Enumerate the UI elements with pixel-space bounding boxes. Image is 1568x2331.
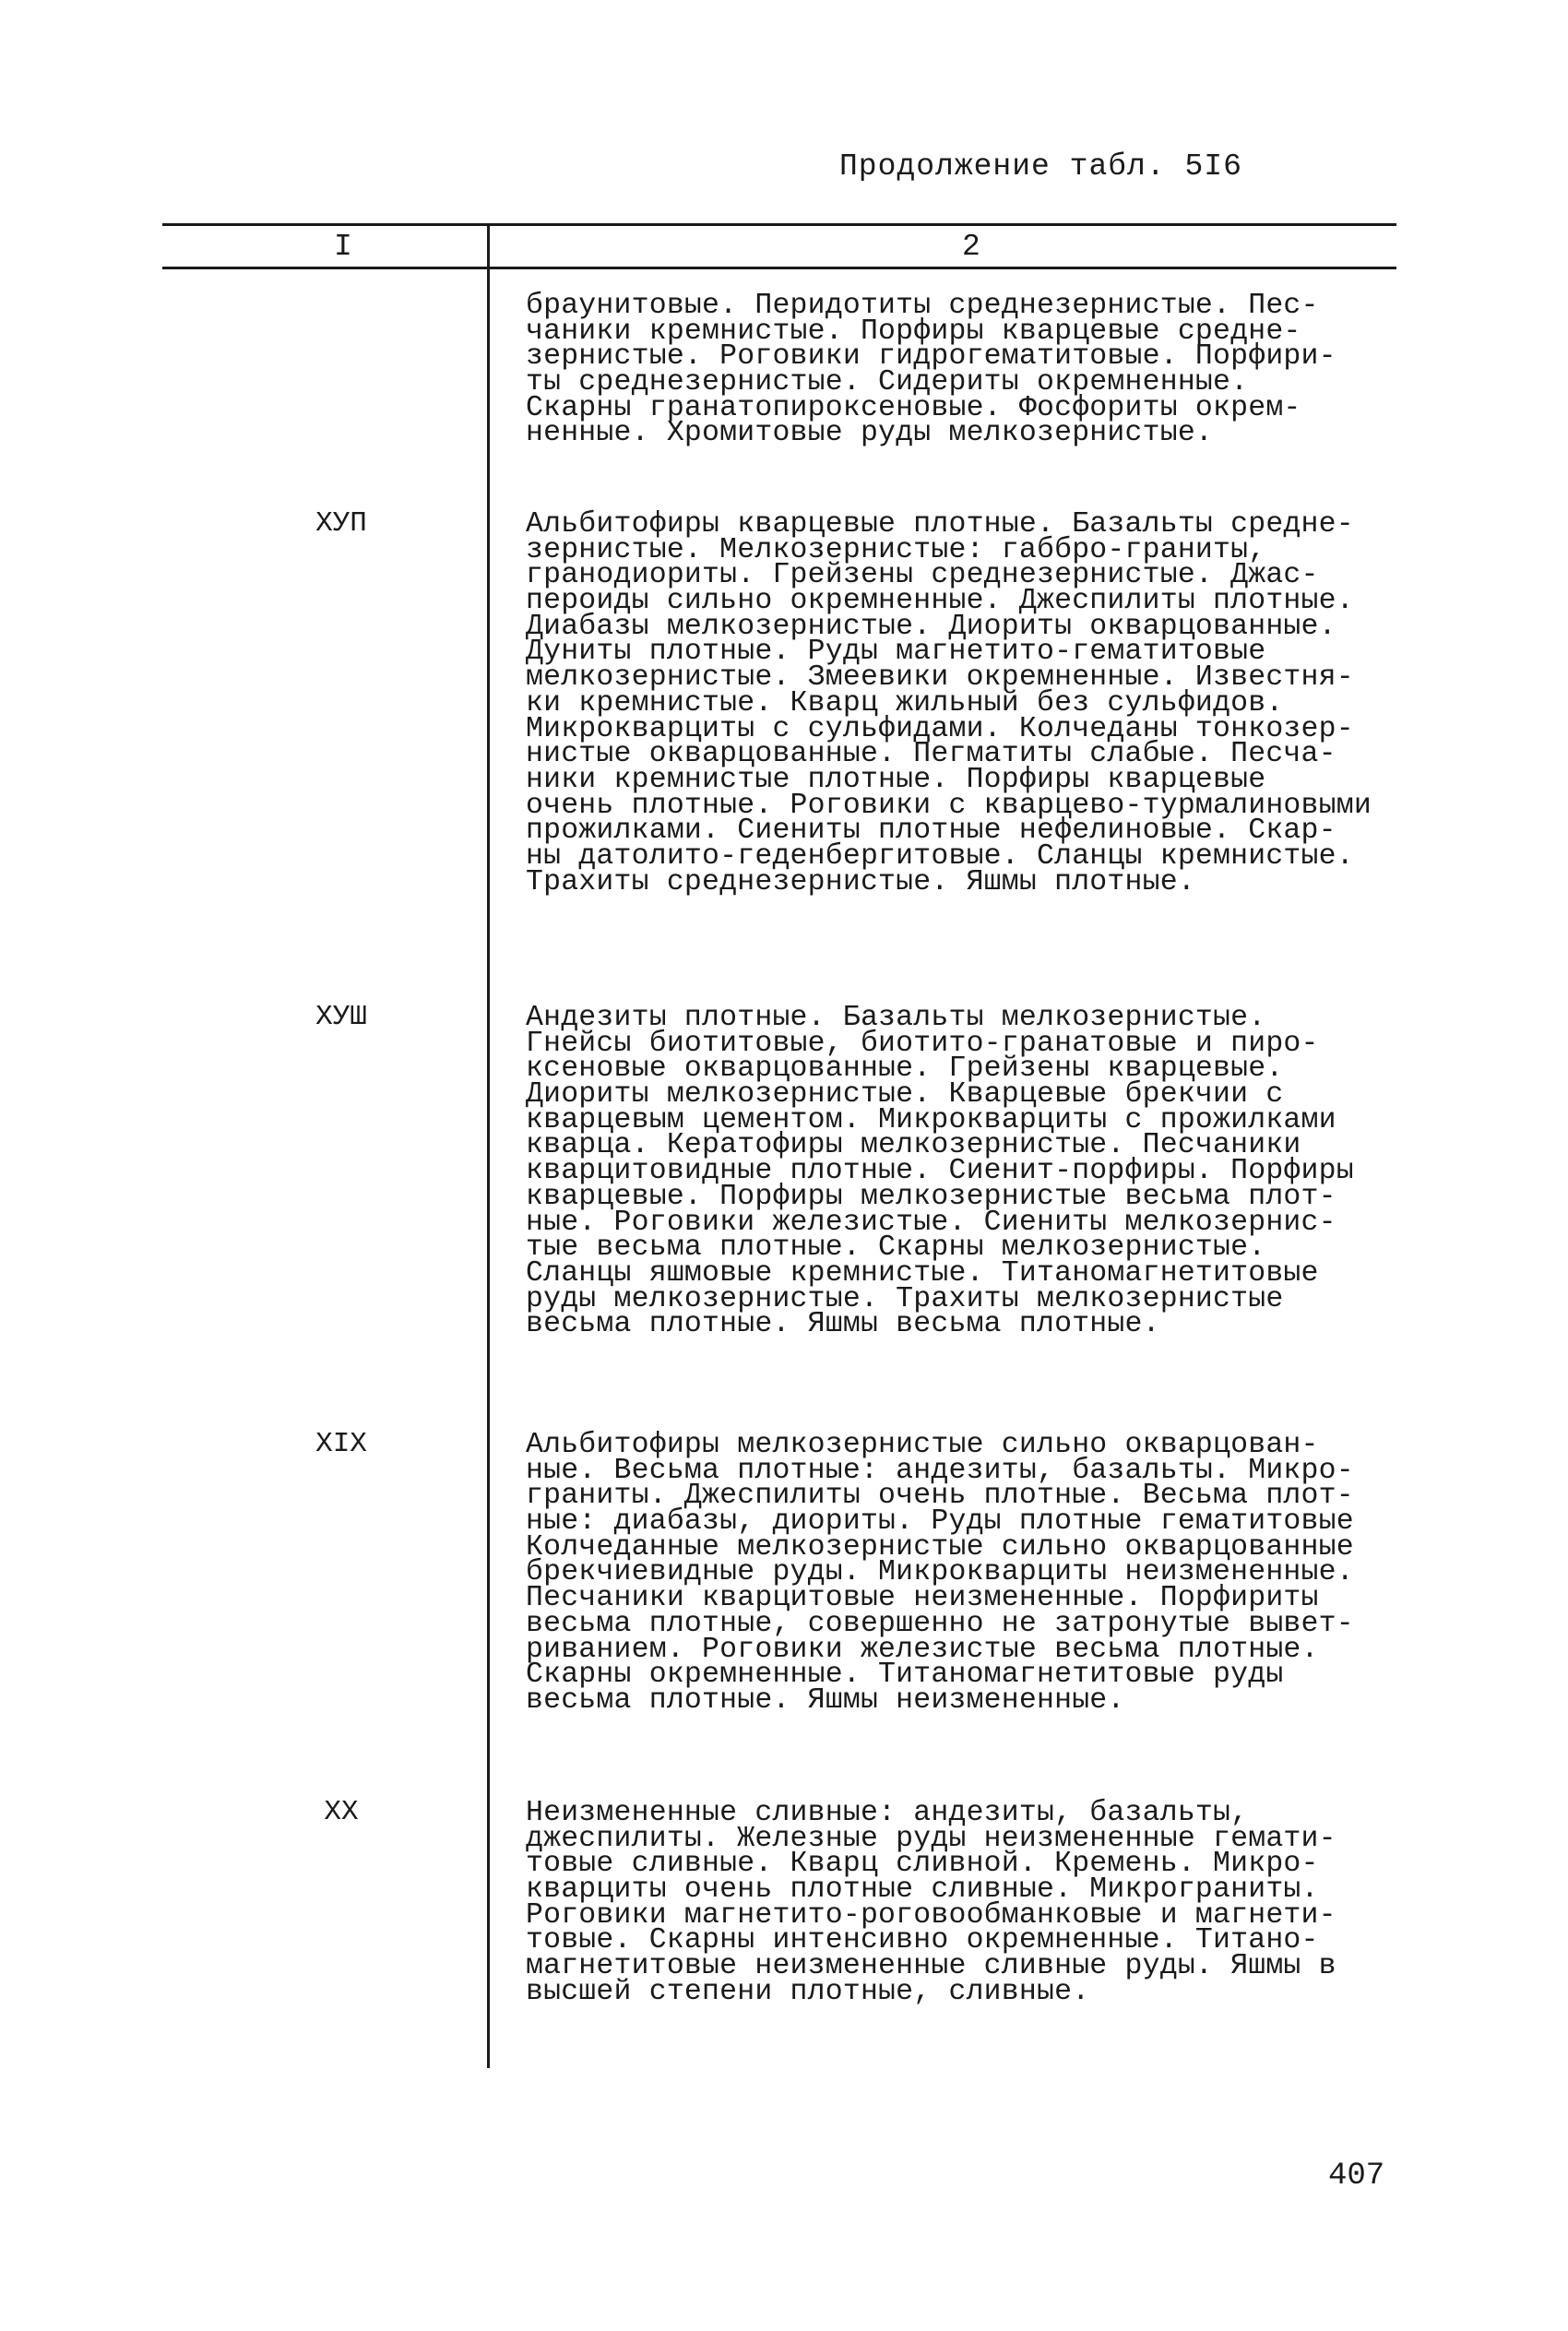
text-line: Альбитофиры мелкозернистые сильно окварцован-	[526, 1429, 1319, 1461]
row-number: XIX	[315, 1428, 367, 1460]
text-line: ные. Весьма плотные: андезиты, базальты. Микро-	[526, 1454, 1354, 1487]
column-divider	[487, 223, 490, 2068]
text-line: кварца. Кератофиры мелкозернистые. Песчаники	[526, 1129, 1301, 1162]
text-line: Андезиты плотные. Базальты мелкозернистые.	[526, 1002, 1266, 1034]
text-line: кварцевым цементом. Микрокварциты с прожилками	[526, 1103, 1336, 1136]
row-text	[526, 290, 1439, 450]
text-line: Диабазы мелкозернистые. Диориты окварцованные.	[526, 610, 1336, 643]
column-header-2: 2	[962, 230, 980, 264]
text-line: зернистые. Мелкозернистые: габбро-граниты,	[526, 533, 1266, 566]
text-line: Роговики магнетито-роговообманковые и магнети-	[526, 1898, 1336, 1932]
text-line: нистые окварцованные. Пегматиты слабые. Песча-	[526, 738, 1336, 771]
column-header-1: I	[334, 230, 352, 264]
text-line: ные: диабазы, диориты. Руды плотные гематитовые	[526, 1505, 1354, 1539]
text-line: Колчеданные мелкозернистые сильно окварцованные	[526, 1530, 1354, 1564]
text-line: Неизмененные сливные: андезиты, базальты,	[526, 1797, 1249, 1829]
text-line: ники кремнистые плотные. Порфиры кварцевые	[526, 763, 1266, 796]
text-line: граниты. Джеспилиты очень плотные. Весьма плот-	[526, 1480, 1354, 1513]
text-line: прожилками. Сиениты плотные нефелиновые. Скар-	[526, 815, 1336, 848]
text-line: высшей степени плотные, сливные.	[526, 1975, 1090, 2008]
row-text	[526, 1002, 1439, 1341]
page-number: 407	[1328, 2159, 1385, 2194]
text-line: зернистые. Роговики гидрогематитовые. Порфири-	[526, 340, 1336, 374]
row-number: ХУП	[315, 507, 367, 540]
row-text	[526, 508, 1439, 898]
text-line: кварцевые. Порфиры мелкозернистые весьма плот-	[526, 1180, 1336, 1213]
table-continuation-title: Продолжение табл. 5I6	[839, 149, 1242, 184]
text-line: гранодиориты. Грейзены среднезернистые. Джас-	[526, 559, 1319, 592]
table-top-rule	[162, 223, 1396, 226]
text-line: Трахиты среднезернистые. Яшмы плотные.	[526, 865, 1195, 898]
text-line: товые сливные. Кварц сливной. Кремень. Микро-	[526, 1848, 1319, 1881]
text-line: товые. Скарны интенсивно окремненные. Титано-	[526, 1924, 1319, 1957]
text-line: тые весьма плотные. Скарны мелкозернистые.	[526, 1231, 1266, 1265]
text-line: Песчаники кварцитовые неизмененные. Порфириты	[526, 1582, 1319, 1615]
text-line: весьма плотные, совершенно не затронутые вывет-	[526, 1607, 1354, 1640]
text-line: ные. Роговики железистые. Сиениты мелкозернис-	[526, 1206, 1336, 1239]
text-line: руды мелкозернистые. Трахиты мелкозернистые	[526, 1282, 1284, 1315]
text-line: весьма плотные. Яшмы неизмененные.	[526, 1683, 1125, 1717]
text-line: Альбитофиры кварцевые плотные. Базальты средне-	[526, 508, 1354, 541]
table-header-rule	[162, 267, 1396, 269]
text-line: Диориты мелкозернистые. Кварцевые брекчии с	[526, 1078, 1284, 1112]
text-line: мелкозернистые. Змеевики окремненные. Известня-	[526, 661, 1354, 695]
text-line: ки кремнистые. Кварц жильный без сульфидов.	[526, 686, 1284, 720]
text-line: риванием. Роговики железистые весьма плотные.	[526, 1633, 1319, 1666]
text-line: кварцитовидные плотные. Сиенит-порфиры. Порфиры	[526, 1155, 1354, 1188]
text-line: чаники кремнистые. Порфиры кварцевые средне-	[526, 315, 1301, 348]
text-line: ксеновые окварцованные. Грейзены кварцевые.	[526, 1053, 1284, 1086]
text-line: браунитовые. Перидотиты среднезернистые. Пес-	[526, 290, 1319, 322]
text-line: Гнейсы биотитовые, биотито-гранатовые и пиро-	[526, 1027, 1319, 1060]
text-line: очень плотные. Роговики с кварцево-турмалиновыми	[526, 789, 1372, 822]
row-number: ХУШ	[315, 1001, 367, 1033]
text-line: Микрокварциты с сульфидами. Колчеданы тонкозер-	[526, 712, 1354, 745]
text-line: ненные. Хромитовые руды мелкозернистые.	[526, 417, 1214, 450]
text-line: джеспилиты. Железные руды неизмененные гемати-	[526, 1822, 1336, 1855]
text-line: Дуниты плотные. Руды магнетито-гематитовые	[526, 636, 1266, 669]
row-text	[526, 1797, 1439, 2008]
text-line: Сланцы яшмовые кремнистые. Титаномагнетитовые	[526, 1256, 1319, 1290]
text-line: Скарны окремненные. Титаномагнетитовые руды	[526, 1659, 1284, 1692]
text-line: Скарны гранатопироксеновые. Фосфориты окрем-	[526, 391, 1301, 424]
text-line: весьма плотные. Яшмы весьма плотные.	[526, 1308, 1160, 1341]
text-line: кварциты очень плотные сливные. Микрограниты.	[526, 1873, 1319, 1907]
text-line: брекчиевидные руды. Микрокварциты неизмененные.	[526, 1556, 1354, 1589]
row-text	[526, 1429, 1439, 1717]
text-line: ны датолито-геденбергитовые. Сланцы кремнистые.	[526, 839, 1354, 873]
text-line: ты среднезернистые. Сидериты окремненные.	[526, 366, 1249, 399]
text-line: пероиды сильно окремненные. Джеспилиты плотные.	[526, 585, 1354, 618]
text-line: магнетитовые неизмененные сливные руды. Яшмы в	[526, 1950, 1336, 1983]
row-number: XX	[324, 1796, 359, 1828]
